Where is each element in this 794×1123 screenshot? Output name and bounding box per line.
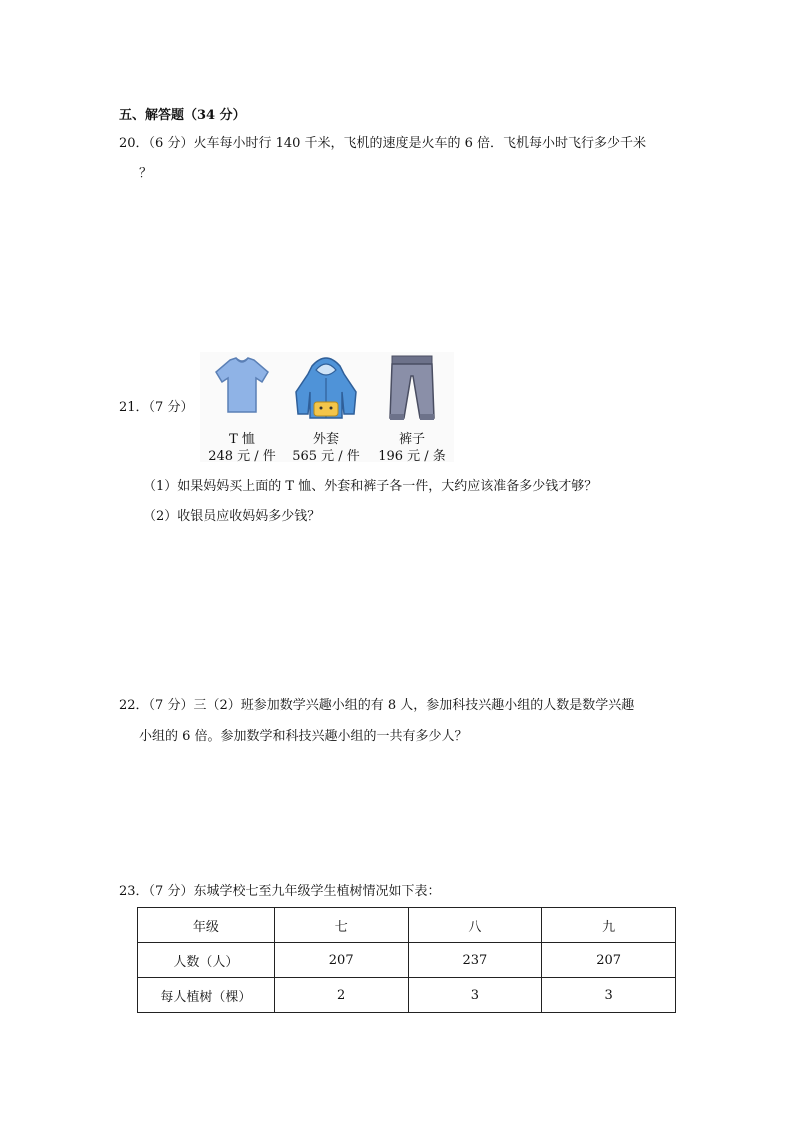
table-cell: 207 bbox=[274, 943, 408, 978]
item-price: 196 元 / 条 bbox=[378, 449, 446, 464]
item-price: 565 元 / 件 bbox=[292, 449, 360, 464]
table-cell: 八 bbox=[408, 908, 542, 943]
table-cell: 九 bbox=[542, 908, 676, 943]
question-21-sub2: （2）收银员应收妈妈多少钱？ bbox=[143, 509, 321, 524]
table-cell: 人数（人） bbox=[138, 943, 275, 978]
table-cell: 3 bbox=[542, 978, 676, 1013]
item-name: 外套 bbox=[312, 432, 339, 447]
table-cell: 年级 bbox=[138, 908, 275, 943]
item-name: T 恤 bbox=[229, 432, 255, 447]
pants-icon bbox=[382, 352, 442, 426]
question-23-text: 23．（7 分）东城学校七至九年级学生植树情况如下表： bbox=[119, 884, 441, 899]
table-cell: 207 bbox=[542, 943, 676, 978]
table-row bbox=[138, 978, 676, 1013]
tshirt-icon bbox=[212, 352, 272, 418]
table-cell: 七 bbox=[274, 908, 408, 943]
table-cell: 3 bbox=[408, 978, 542, 1013]
item-jacket bbox=[284, 352, 368, 462]
question-20-line2: ？ bbox=[139, 166, 153, 181]
table-cell: 237 bbox=[408, 943, 542, 978]
question-20-line1: 20．（6 分）火车每小时行 140 千米，飞机的速度是火车的 6 倍．飞机每小时飞行多少千米 bbox=[119, 136, 647, 151]
question-21-label: 21．（7 分） bbox=[119, 400, 194, 415]
table-row bbox=[138, 908, 676, 943]
question-21-sub1: （1）如果妈妈买上面的 T 恤、外套和裤子各一件，大约应该准备多少钱才够？ bbox=[143, 479, 598, 494]
jacket-icon bbox=[290, 352, 362, 422]
clothing-items bbox=[200, 352, 454, 462]
section-title: 五、解答题（34 分） bbox=[119, 108, 246, 123]
question-22-line1: 22．（7 分）三（2）班参加数学兴趣小组的有 8 人，参加科技兴趣小组的人数是数学兴趣 bbox=[119, 698, 635, 713]
item-tshirt bbox=[200, 352, 284, 462]
table-row bbox=[138, 943, 676, 978]
item-price: 248 元 / 件 bbox=[208, 449, 276, 464]
table-cell: 每人植树（棵） bbox=[138, 978, 275, 1013]
table-cell: 2 bbox=[274, 978, 408, 1013]
item-pants bbox=[370, 352, 454, 462]
question-22-line2: 小组的 6 倍。参加数学和科技兴趣小组的一共有多少人？ bbox=[139, 729, 468, 744]
item-name: 裤子 bbox=[398, 432, 425, 447]
tree-planting-table bbox=[137, 907, 676, 1013]
